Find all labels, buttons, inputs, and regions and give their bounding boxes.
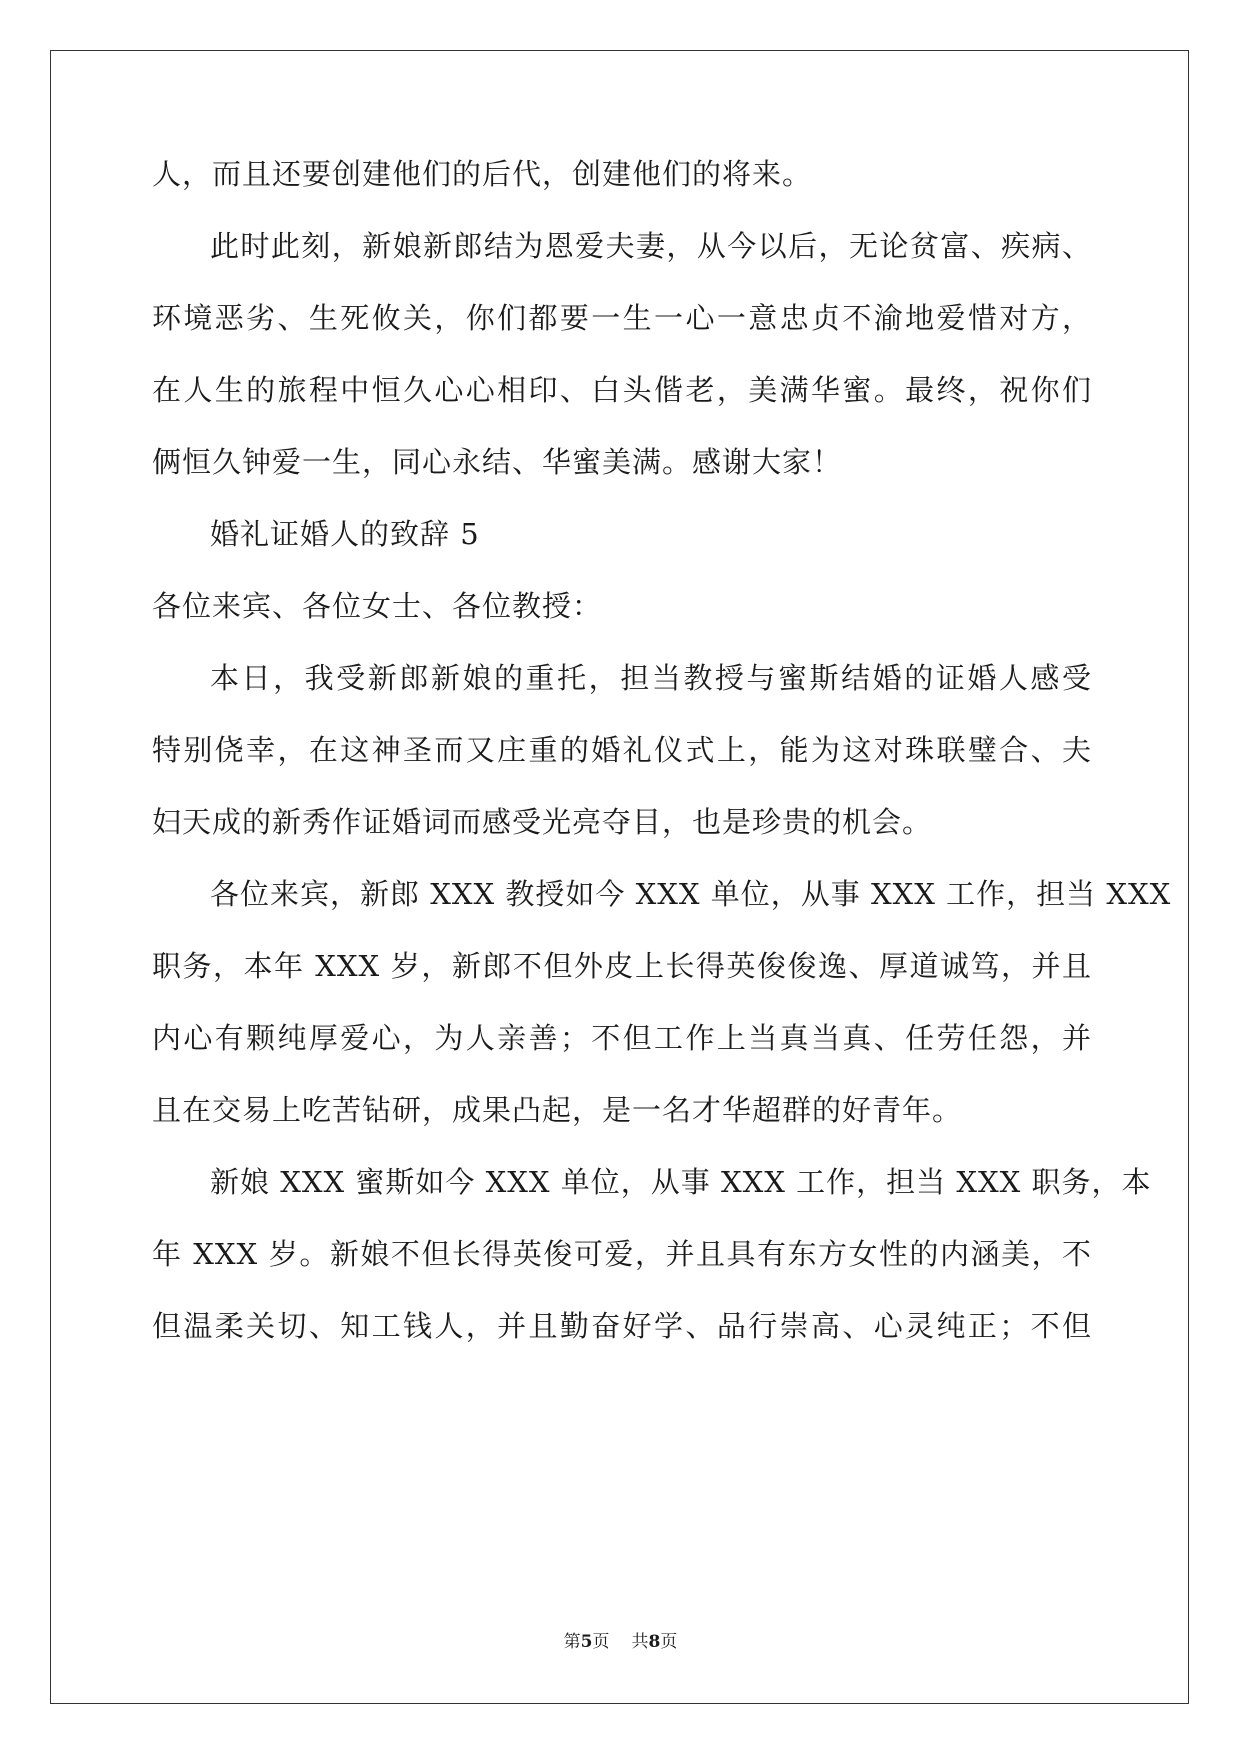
total-pages: 8 <box>648 1632 661 1652</box>
text-line: 人，而且还要创建他们的后代，创建他们的将来。 <box>152 157 813 191</box>
text-line: 各位来宾，新郎 XXX 教授如今 XXX 单位，从事 XXX 工作，担当 XXX <box>210 877 1172 911</box>
text-line: 本日，我受新郎新娘的重托，担当教授与蜜斯结婚的证婚人感受 <box>210 661 1092 695</box>
salutation: 各位来宾、各位女士、各位教授： <box>152 589 603 623</box>
footer-page-suffix: 页 <box>592 1632 610 1652</box>
text-line: 妇天成的新秀作证婚词而感受光亮夺目，也是珍贵的机会。 <box>152 805 933 839</box>
section-heading: 婚礼证婚人的致辞 5 <box>210 517 480 551</box>
text-line: 此时此刻，新娘新郎结为恩爱夫妻，从今以后，无论贫富、疾病、 <box>210 229 1092 263</box>
footer-total-suffix: 页 <box>660 1632 678 1652</box>
text-line: 特别侥幸，在这神圣而又庄重的婚礼仪式上，能为这对珠联璧合、夫 <box>152 733 1092 767</box>
footer-prefix: 第 <box>563 1632 581 1652</box>
text-line: 在人生的旅程中恒久心心相印、白头偕老，美满华蜜。最终，祝你们 <box>152 373 1092 407</box>
text-line: 新娘 XXX 蜜斯如今 XXX 单位，从事 XXX 工作，担当 XXX 职务，本 <box>210 1165 1152 1199</box>
text-line: 环境恶劣、生死攸关，你们都要一生一心一意忠贞不渝地爱惜对方， <box>152 301 1092 335</box>
text-line: 职务，本年 XXX 岁，新郎不但外皮上长得英俊俊逸、厚道诚笃，并且 <box>152 949 1092 983</box>
text-line: 年 XXX 岁。新娘不但长得英俊可爱，并且具有东方女性的内涵美，不 <box>152 1237 1092 1271</box>
page-footer <box>0 1631 1241 1653</box>
text-line: 俩恒久钟爱一生，同心永结、华蜜美满。感谢大家！ <box>152 445 843 479</box>
footer-total-prefix: 共 <box>631 1632 649 1652</box>
text-line: 但温柔关切、知工钱人，并且勤奋好学、品行崇高、心灵纯正；不但 <box>152 1309 1092 1343</box>
text-line: 且在交易上吃苦钻研，成果凸起，是一名才华超群的好青年。 <box>152 1093 963 1127</box>
text-line: 内心有颗纯厚爱心，为人亲善；不但工作上当真当真、任劳任怨，并 <box>152 1021 1092 1055</box>
page-number: 5 <box>580 1632 593 1652</box>
